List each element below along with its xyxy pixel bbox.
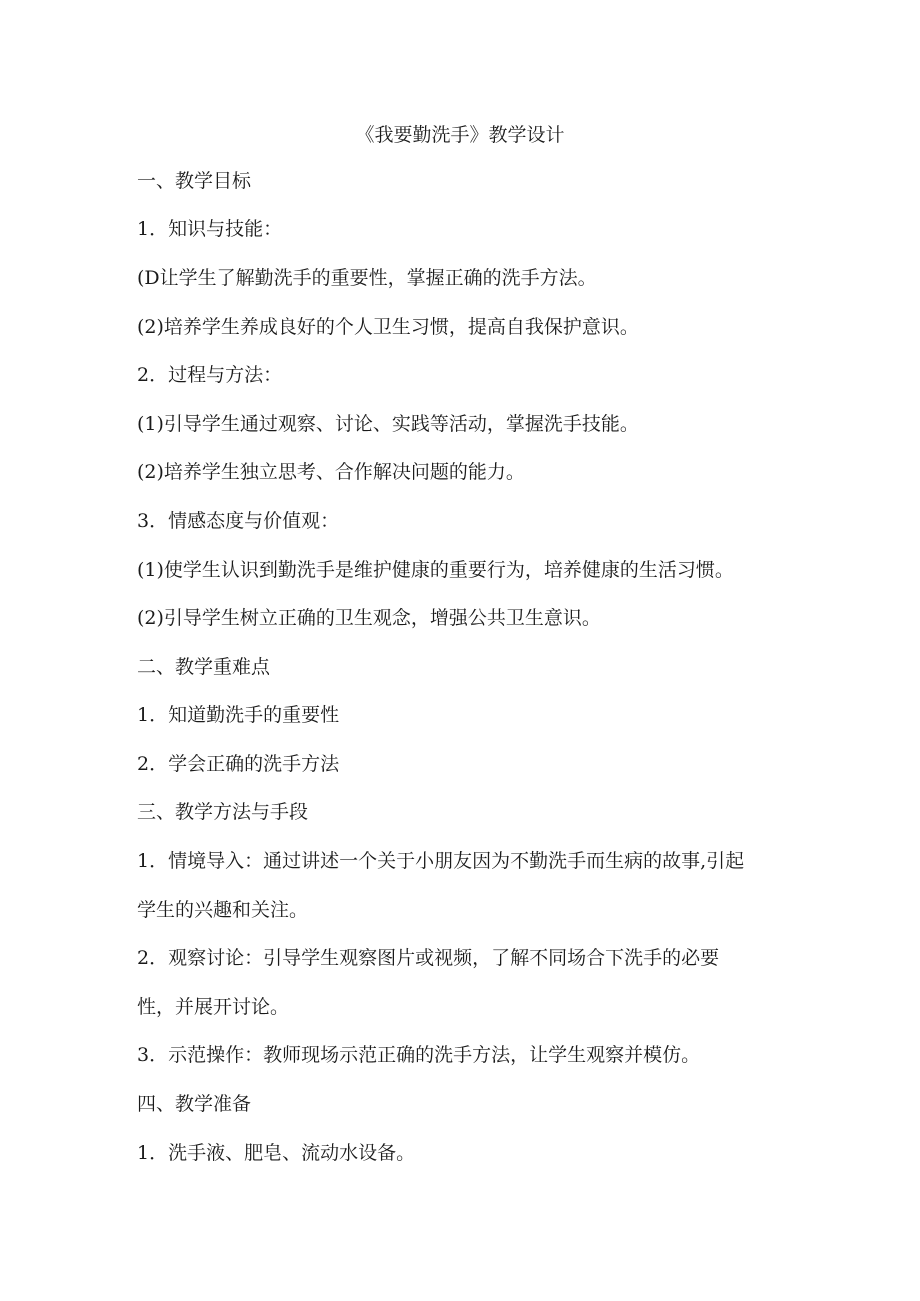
paragraph-line: 3．示范操作：教师现场示范正确的洗手方法，让学生观察并模仿。	[137, 1044, 701, 1066]
document-title: 《我要勤洗手》教学设计	[355, 124, 565, 146]
paragraph-line: 1．知道勤洗手的重要性	[137, 704, 340, 726]
paragraph-line: (2)引导学生树立正确的卫生观念，增强公共卫生意识。	[137, 607, 601, 629]
paragraph-line: 学生的兴趣和关注。	[137, 899, 309, 921]
section-heading-methods: 三、教学方法与手段	[137, 801, 309, 823]
paragraph-line: 1．情境导入：通过讲述一个关于小朋友因为不勤洗手而生病的故事,引起	[137, 850, 745, 872]
paragraph-line: (1)使学生认识到勤洗手是维护健康的重要行为，培养健康的生活习惯。	[137, 559, 734, 581]
paragraph-line: (2)培养学生独立思考、合作解决问题的能力。	[137, 461, 525, 483]
subheading-process-method: 2．过程与方法：	[137, 364, 283, 386]
subheading-attitude-values: 3．情感态度与价值观：	[137, 510, 340, 532]
paragraph-line: (2)培养学生养成良好的个人卫生习惯，提高自我保护意识。	[137, 316, 639, 338]
paragraph-line: (D让学生了解勤洗手的重要性，掌握正确的洗手方法。	[137, 267, 597, 289]
paragraph-line: 2．观察讨论：引导学生观察图片或视频，了解不同场合下洗手的必要	[137, 947, 720, 969]
paragraph-line: 1．洗手液、肥皂、流动水设备。	[137, 1142, 416, 1164]
section-heading-preparation: 四、教学准备	[137, 1093, 252, 1115]
section-heading-key-points: 二、教学重难点	[137, 656, 271, 678]
paragraph-line: (1)引导学生通过观察、讨论、实践等活动，掌握洗手技能。	[137, 413, 639, 435]
paragraph-line: 2．学会正确的洗手方法	[137, 753, 340, 775]
paragraph-line: 性，并展开讨论。	[137, 996, 290, 1018]
subheading-knowledge-skills: 1．知识与技能：	[137, 218, 283, 240]
section-heading-objectives: 一、教学目标	[137, 170, 252, 192]
